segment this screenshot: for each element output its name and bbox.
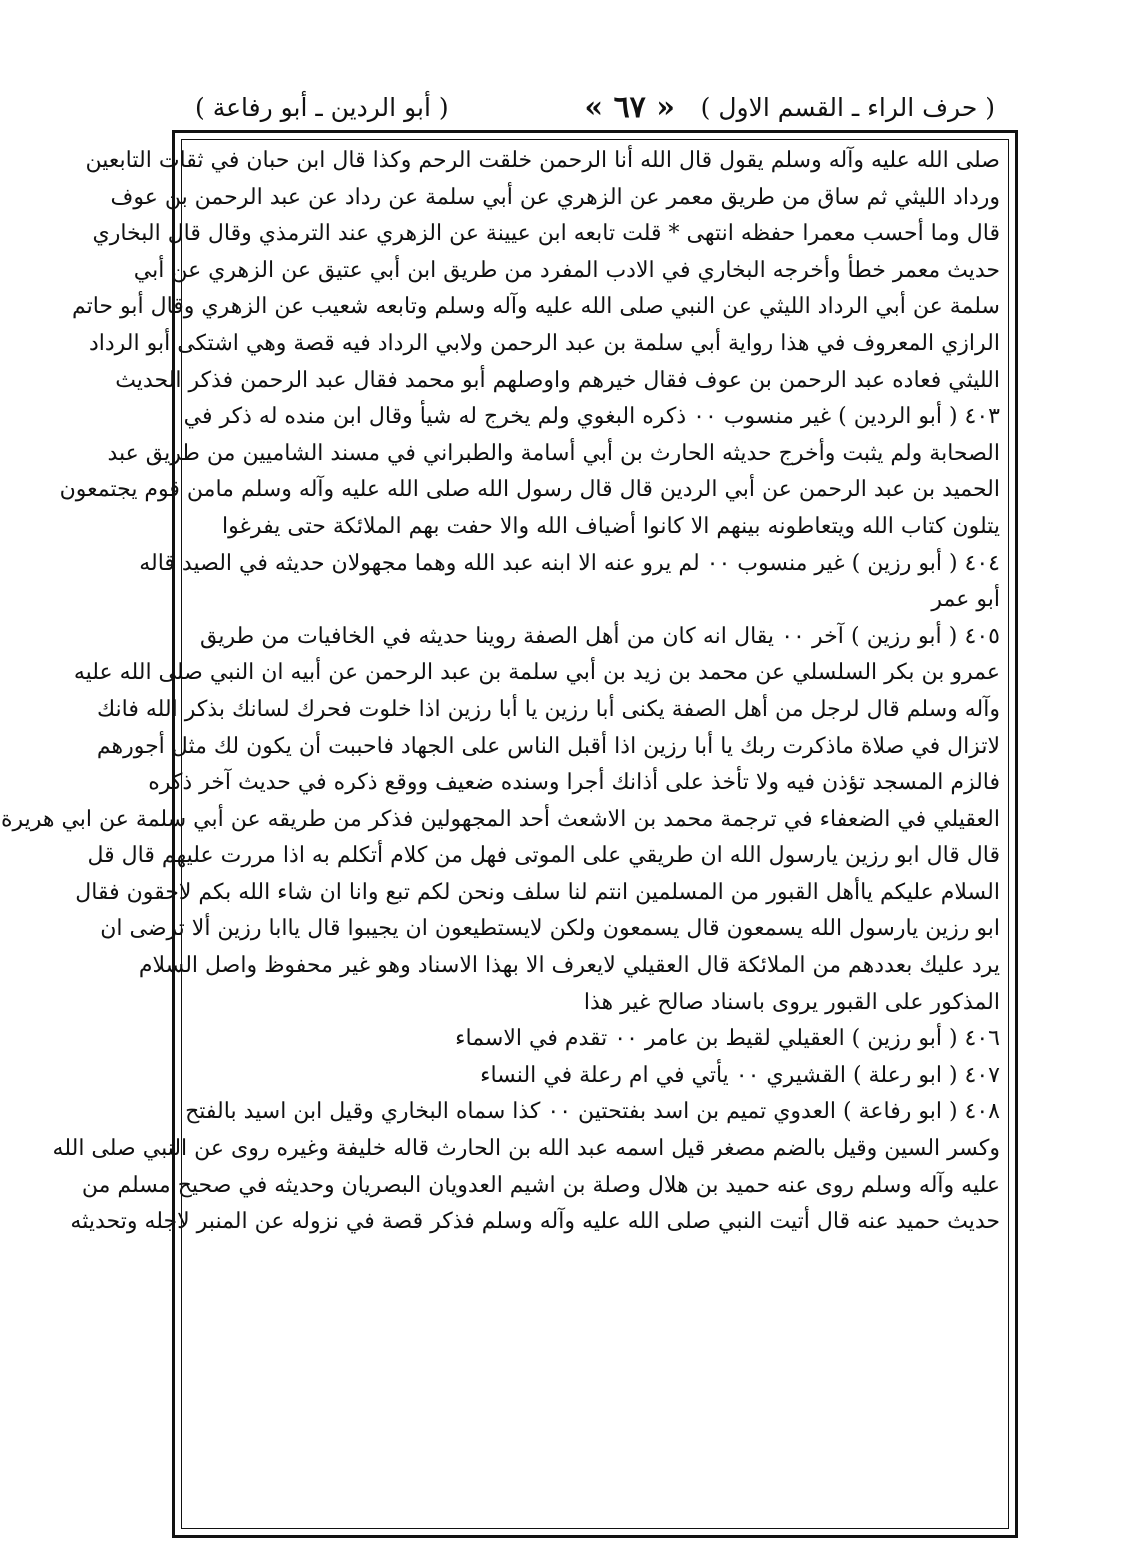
entry-408-line: ٤٠٨ ( ابو رفاعة ) العدوي تميم بن اسد بفتحتين ٠٠ كذا سماه البخاري وقيل ابن اسيد بالفتح [185, 1099, 1000, 1125]
entry-405-line: ٤٠٥ ( أبو رزين ) آخر ٠٠ يقال انه كان من أهل الصفة روينا حديثه في الخافيات من طريق [200, 623, 1000, 649]
text-line: ابو رزين يارسول الله يسمعون قال يسمعون ولكن لايستطيعون ان يجيبوا قال ياابا رزين ألا ترضى ان [100, 916, 1000, 942]
text-line: فالزم المسجد تؤذن فيه ولا تأخذ على أذانك أجرا وسنده ضعيف ووقع ذكره في حديث آخر ذكره [148, 770, 1000, 796]
text-line: يتلون كتاب الله ويتعاطونه بينهم الا كانوا أضياف الله والا حفت بهم الملائكة حتى يفرغوا [221, 513, 1000, 539]
text-line: الحميد بن عبد الرحمن عن أبي الردين قال قال رسول الله صلى الله عليه وآله وسلم مامن قوم يجتمعون [59, 477, 1000, 503]
text-line: قال قال ابو رزين يارسول الله ان طريقي على الموتى فهل من كلام أتكلم به اذا مررت عليهم قال قل [87, 843, 1000, 869]
page-header [195, 88, 995, 132]
text-line: عمرو بن بكر السلسلي عن محمد بن زيد بن أبي سلمة بن عبد الرحمن عن أبيه ان النبي صلى الله عليه [73, 660, 1000, 686]
entry-403-line: ٤٠٣ ( أبو الردين ) غير منسوب ٠٠ ذكره البغوي ولم يخرج له شيأ وقال ابن منده له ذكر في [183, 404, 1000, 430]
text-line: حديث حميد عنه قال أتيت النبي صلى الله عليه وآله وسلم فذكر قصة في نزوله عن المنبر لاجله وتحديثه [70, 1209, 1000, 1235]
entry-407-line: ٤٠٧ ( ابو رعلة ) القشيري ٠٠ يأتي في ام رعلة في النساء [480, 1062, 1000, 1088]
body-text [0, 143, 1000, 1241]
entry-404-line: ٤٠٤ ( أبو رزين ) غير منسوب ٠٠ لم يرو عنه الا ابنه عبد الله وهما مجهولان حديثه في الصيد قاله [139, 550, 1000, 576]
text-line: لاتزال في صلاة ماذكرت ربك يا أبا رزين اذا أقبل الناس على الجهاد فاحببت أن يكون لك مثل أجورهم [96, 733, 1000, 759]
text-line: حديث معمر خطأ وأخرجه البخاري في الادب المفرد من طريق ابن أبي عتيق عن الزهري عن أبي [133, 257, 1000, 283]
text-line: قال وما أحسب معمرا حفظه انتهى * قلت تابعه ابن عيينة عن الزهري عند الترمذي وقال قال البخاري [92, 221, 1000, 247]
text-line: وكسر السين وقيل بالضم مصغر قيل اسمه عبد الله بن الحارث قاله خليفة وغيره روى عن النبي صلى الله [52, 1136, 1000, 1162]
text-line: عليه وآله وسلم روى عنه حميد بن هلال وصلة بن اشيم العدويان البصريان وحديثه في صحيح مسلم من [81, 1172, 1000, 1198]
text-line: العقيلي في الضعفاء في ترجمة محمد بن الاشعث أحد المجهولين فذكر من طريقه عن أبي سلمة عن ابي هريرة [0, 806, 1000, 832]
entry-range-title: ( أبو الردين ـ أبو رفاعة ) [195, 93, 449, 122]
text-line: السلام عليكم ياأهل القبور من المسلمين انتم لنا سلف ونحن لكم تبع وانا ان شاء الله بكم لاحقون فقال [75, 879, 1000, 905]
text-line: يرد عليك بعددهم من الملائكة قال العقيلي لايعرف الا بهذا الاسناد وهو غير محفوظ واصل السلام [138, 953, 1000, 979]
text-line: الصحابة ولم يثبت وأخرج حديثه الحارث بن أبي أسامة والطبراني في مسند الشاميين من طريق عبد [107, 440, 1000, 466]
page-number: « ٦٧ » [584, 90, 675, 125]
text-line: سلمة عن أبي الرداد الليثي عن النبي صلى الله عليه وآله وسلم وتابعه شعيب عن الزهري وقال أبو حاتم [71, 294, 1000, 320]
text-line: المذكور على القبور يروى باسناد صالح غير هذا [583, 989, 1000, 1015]
entry-406-line: ٤٠٦ ( أبو رزين ) العقيلي لقيط بن عامر ٠٠ تقدم في الاسماء [455, 1026, 1000, 1052]
text-line: الرازي المعروف في هذا رواية أبي سلمة بن عبد الرحمن ولابي الرداد فيه قصة وهي اشتكى أبو الرداد [88, 330, 1000, 356]
text-line: صلى الله عليه وآله وسلم يقول قال الله أنا الرحمن خلقت الرحم وكذا قال ابن حبان في ثقات التابعين [85, 148, 1000, 173]
text-line: الليثي فعاده عبد الرحمن بن عوف فقال خيرهم واوصلهم أبو محمد فقال عبد الرحمن فذكر الحديث [115, 367, 1000, 393]
text-line: وآله وسلم قال لرجل من أهل الصفة يكنى أبا رزين يا أبا رزين اذا خلوت فحرك لسانك بذكر الله فانك [96, 696, 1000, 722]
section-title: ( حرف الراء ـ القسم الاول ) [700, 93, 995, 122]
text-line: ورداد الليثي ثم ساق من طريق معمر عن الزهري عن أبي سلمة عن رداد عن عبد الرحمن بن عوف [110, 184, 1000, 210]
text-line: أبو عمر [931, 587, 1000, 613]
